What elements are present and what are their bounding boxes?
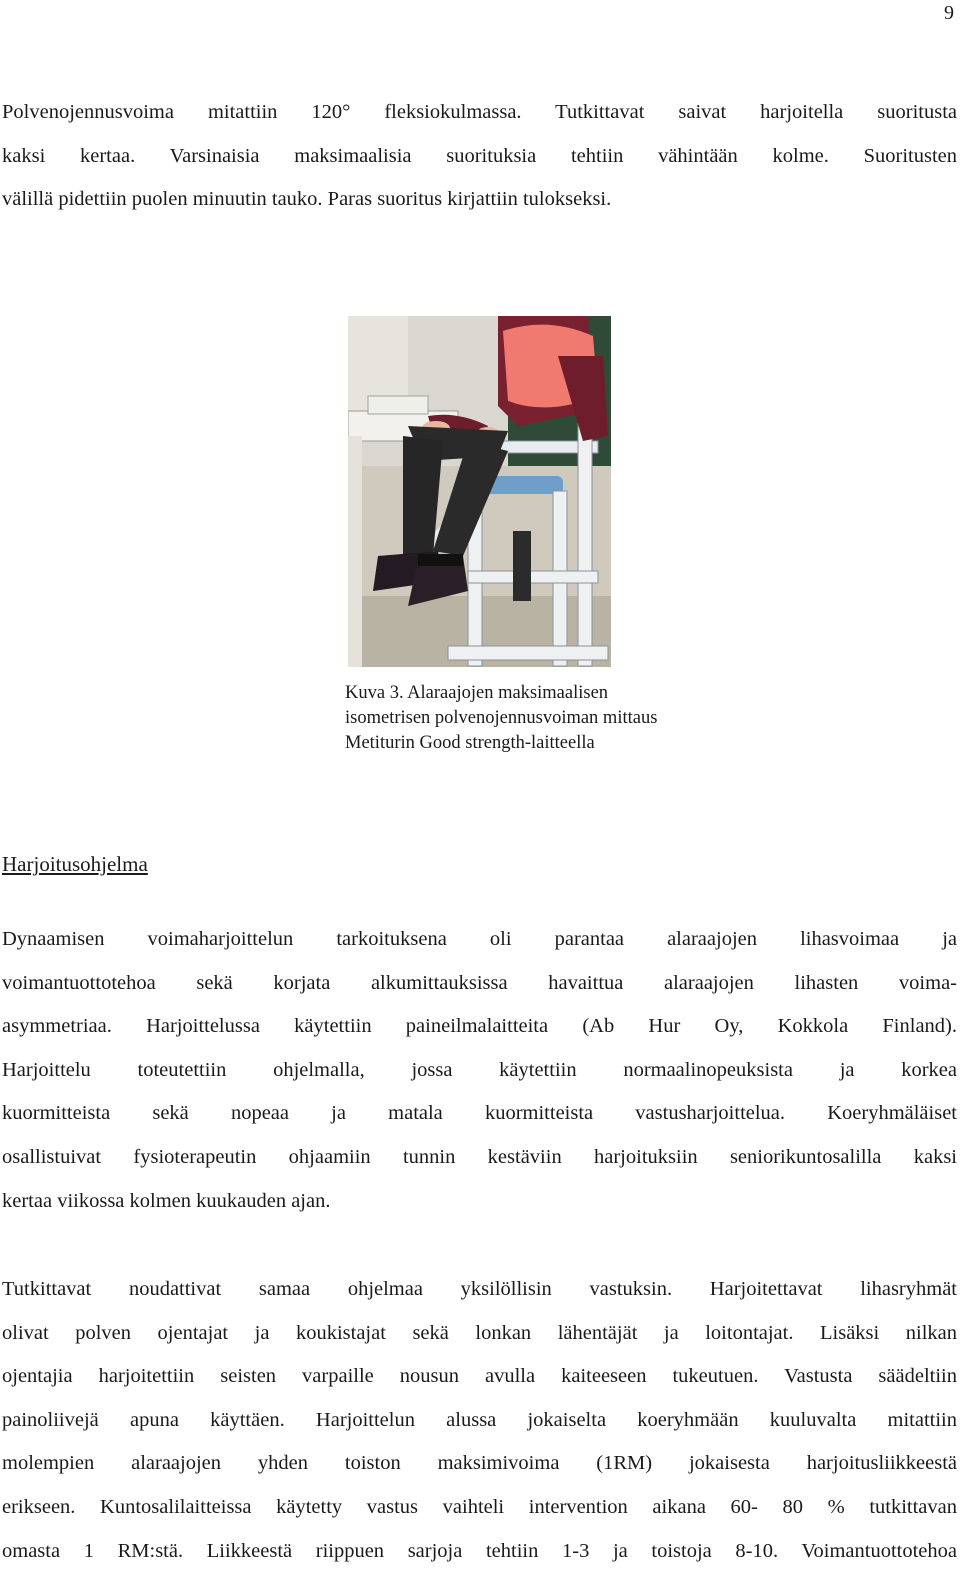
measurement-photo xyxy=(348,316,611,667)
text-line: Harjoittelu toteutettiin ohjelmalla, jossa käytettiin normaalinopeuksista ja korkea xyxy=(2,1058,957,1081)
text-line: asymmetriaa. Harjoittelussa käytettiin paineilmalaitteita (Ab Hur Oy, Kokkola Finland). xyxy=(2,1015,957,1038)
caption-line: isometrisen polvenojennusvoiman mittaus xyxy=(345,708,658,728)
text-line: voimantuottotehoa sekä korjata alkumittauksissa havaittua alaraajojen lihasten voima- xyxy=(2,971,957,994)
text-line: kertaa viikossa kolmen kuukauden ajan. xyxy=(2,1189,331,1212)
intro-paragraph xyxy=(2,91,957,222)
caption-line: Metiturin Good strength-laitteella xyxy=(345,733,595,753)
text-line: painoliivejä apuna käyttäen. Harjoittelun alussa jokaiselta koeryhmään kuuluvalta mitattiin xyxy=(2,1408,957,1431)
text-line: välillä pidettiin puolen minuutin tauko. Paras suoritus kirjattiin tulokseksi. xyxy=(2,188,612,210)
text-line: Tutkittavat noudattivat samaa ohjelmaa yksilöllisin vastuksin. Harjoitettavat lihasryhmät xyxy=(2,1278,957,1300)
text-line: Polvenojennusvoima mitattiin 120° fleksiokulmassa. Tutkittavat saivat harjoitella suoritusta xyxy=(2,101,957,123)
caption-line: Kuva 3. Alaraajojen maksimaalisen xyxy=(345,683,609,703)
page-number: 9 xyxy=(944,2,954,24)
section-heading: Harjoitusohjelma xyxy=(2,852,148,876)
text-line: kaksi kertaa. Varsinaisia maksimaalisia suorituksia tehtiin vähintään kolme. Suoritusten xyxy=(2,144,957,167)
text-line: Dynaamisen voimaharjoittelun tarkoituksena oli parantaa alaraajojen lihasvoimaa ja xyxy=(2,928,957,950)
program-paragraph xyxy=(2,918,957,1223)
text-line: ojentajia harjoitettiin seisten varpaille nousun avulla kaiteeseen tukeutuen. Vastusta säädeltiin xyxy=(2,1365,957,1388)
text-line: osallistuivat fysioterapeutin ohjaamiin tunnin kestäviin harjoituksiin seniorikuntosalilla kaksi xyxy=(2,1145,957,1168)
text-line: erikseen. Kuntosalilaitteissa käytetty vastus vaihteli intervention aikana 60- 80 % tutkittavan xyxy=(2,1495,957,1518)
text-line: kuormitteista sekä nopeaa ja matala kuormitteista vastusharjoittelua. Koeryhmäläiset xyxy=(2,1102,957,1125)
details-paragraph xyxy=(2,1268,957,1573)
text-line: olivat polven ojentajat ja koukistajat sekä lonkan lähentäjät ja loitontajat. Lisäksi nilkan xyxy=(2,1321,957,1344)
figure-caption xyxy=(345,681,765,756)
text-line: omasta 1 RM:stä. Liikkeestä riippuen sarjoja tehtiin 1-3 ja toistoja 8-10. Voimantuottotehoa xyxy=(2,1539,957,1562)
text-line: molempien alaraajojen yhden toiston maksimivoima (1RM) jokaisesta harjoitusliikkeestä xyxy=(2,1452,957,1475)
